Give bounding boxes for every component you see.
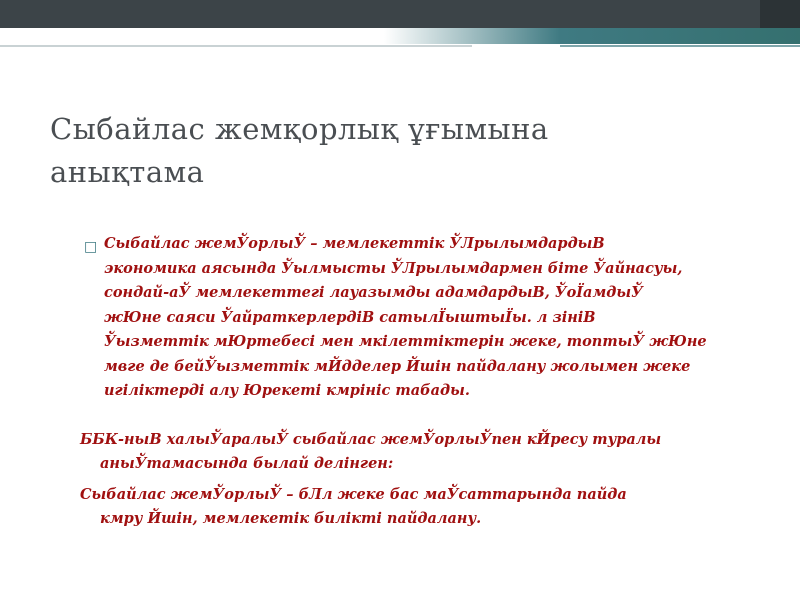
intro-line-1: ББК-ныВ халыЎаралыЎ сыбайлас жемЎорлыЎпен кЙресу туралы — [80, 430, 662, 448]
bullet-line-6: мвге де бейЎызметтік мЙдделер Йшін пайдалану жолымен жеке — [104, 357, 691, 375]
un-definition-text — [80, 483, 750, 532]
definition-line-1: Сыбайлас жемЎорлыЎ – бЛл жеке бас маЎсаттарында пайда — [80, 485, 627, 503]
slide-title — [50, 108, 750, 194]
un-definition-intro — [80, 428, 750, 477]
slide-title-line-1: Сыбайлас жемқорлық ұғымына — [50, 112, 549, 146]
square-bullet-icon: □ — [84, 239, 98, 255]
header-divider-left — [0, 45, 472, 47]
bullet-line-1: Сыбайлас жемЎорлыЎ – мемлекеттік ЎЛрылымдардыВ — [104, 235, 605, 252]
header-dark-bar — [0, 0, 800, 28]
definition-bullet — [84, 232, 754, 404]
bullet-line-5: Ўызметтік мЮртебесі мен мкілеттіктерін жеке, топтыЎ жЮне — [104, 333, 707, 350]
header-corner-mark — [760, 0, 800, 28]
slide-content — [80, 232, 764, 532]
header-accent-bar — [0, 28, 800, 44]
slide-title-line-2: анықтама — [50, 155, 205, 189]
definition-line-2: кмру Йшін, мемлекетік билікті пайдалану. — [100, 510, 482, 527]
bullet-line-3: сондай-аЎ мемлекеттегі лауазымды адамдардыВ, ЎоЇамдыЎ — [104, 284, 643, 301]
header-divider-right — [560, 45, 800, 47]
bullet-line-7: игіліктерді алу Юрекеті кмрініс табады. — [104, 382, 470, 399]
intro-line-2: аныЎтамасында былай делінген: — [100, 455, 394, 472]
bullet-line-2: экономика аясында Ўылмысты ЎЛрылымдармен біте Ўайнасуы, — [104, 259, 683, 277]
bullet-line-4: жЮне саяси ЎайраткерлердіВ сатылЇыштыЇы. л зініВ — [104, 308, 596, 326]
